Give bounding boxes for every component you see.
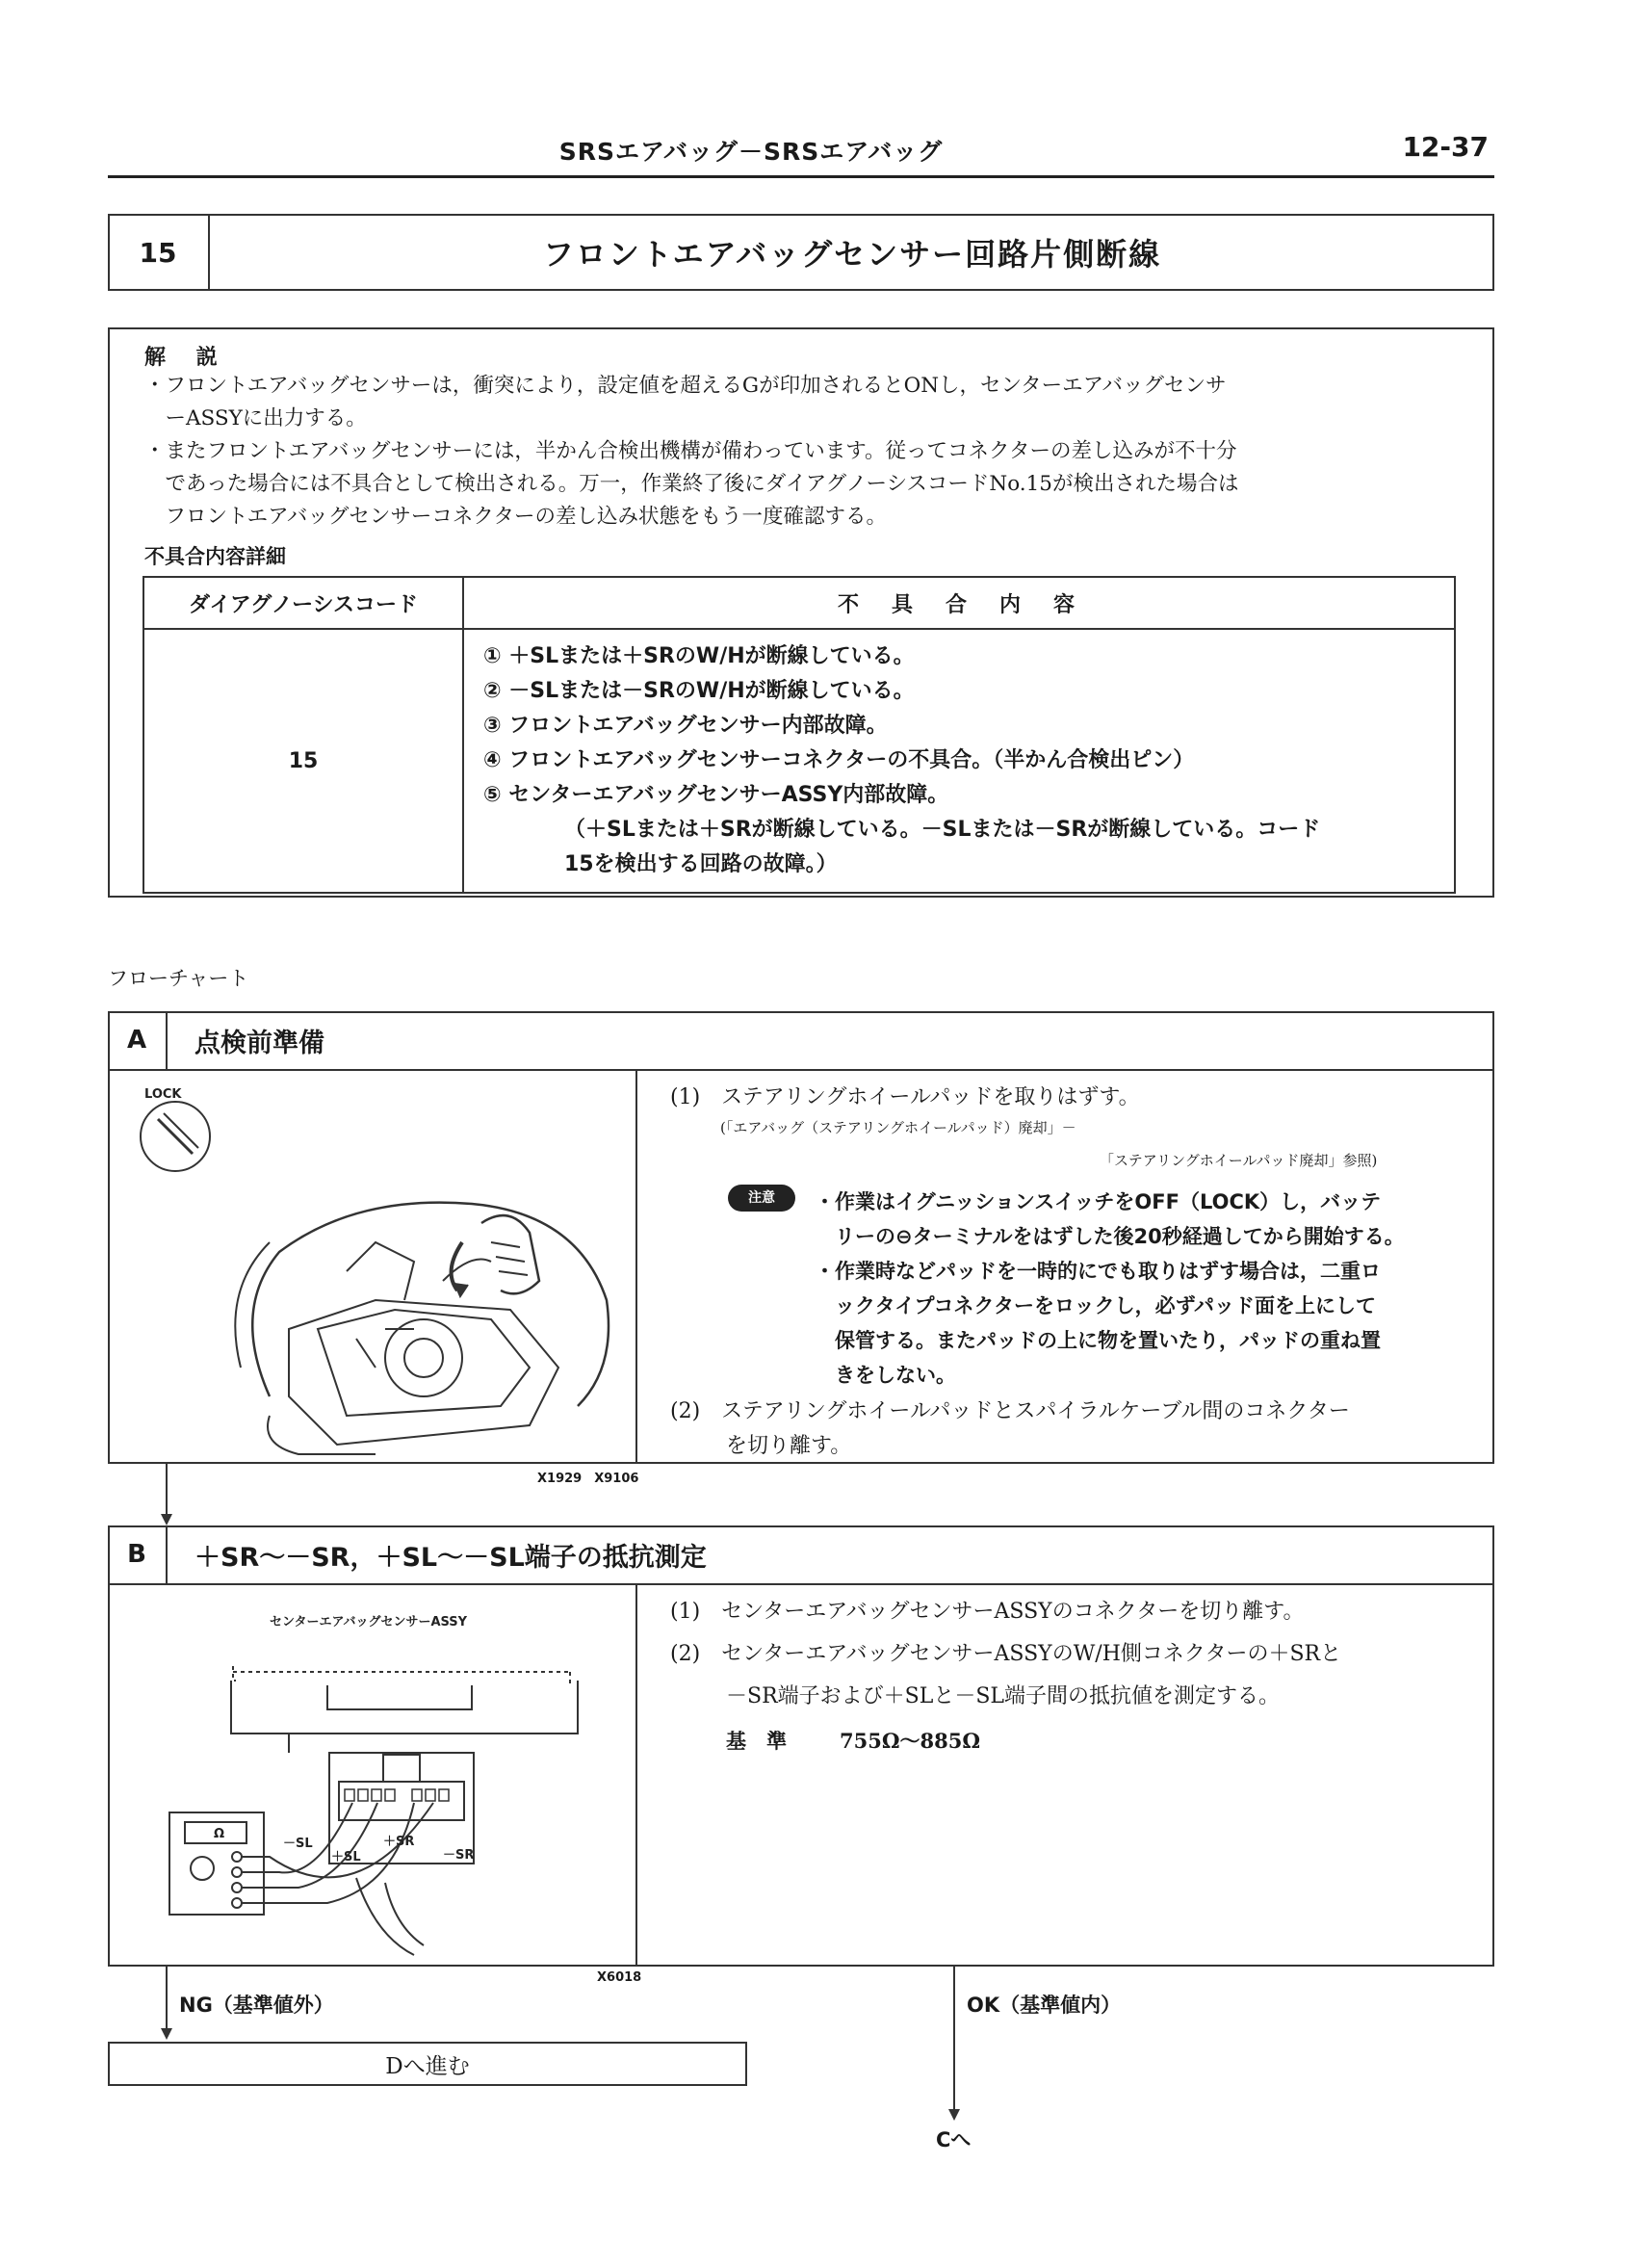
flowchart-heading: フローチャート [108, 967, 249, 990]
step-a-title: 点検前準備 [194, 1028, 324, 1058]
step-b-title: ＋SR～－SR，＋SL～－SL端子の抵抗測定 [194, 1542, 707, 1573]
standard-label: 基 準 [726, 1729, 787, 1753]
caution-line: リーの⊖ターミナルをはずした後20秒経過してから開始する。 [815, 1225, 1405, 1248]
step-a-divider [635, 1071, 637, 1464]
header-rule [108, 175, 1494, 178]
table-header-row [143, 577, 1455, 629]
fault-item: ④ フロントエアバッグセンサーコネクターの不具合。（半かん合検出ピン） [483, 748, 1195, 772]
caution-line: 保管する。またパッドの上に物を置いたり，パッドの重ね置 [815, 1329, 1381, 1352]
figure-code: X6018 [597, 1970, 642, 1985]
step-b-item-1: (1) センターエアバッグセンサーASSYのコネクターを切り離す。 [670, 1600, 1305, 1624]
description-line: ーASSYに出力する。 [144, 406, 367, 430]
resistance-measurement-figure [125, 1589, 626, 1960]
ohm-symbol: Ω [214, 1827, 225, 1841]
table-header-code: ダイアグノーシスコード [143, 577, 463, 629]
step-a-item-1-reference: 「ステアリングホイールパッド廃却」参照) [1100, 1152, 1378, 1169]
figure-code: X1929 X9106 [537, 1472, 639, 1486]
fault-item: ③ フロントエアバッグセンサー内部故障。 [483, 714, 888, 738]
steering-wheel-figure [125, 1079, 626, 1459]
table-cell-code: 15 [143, 629, 463, 893]
description-line: フロントエアバッグセンサーコネクターの差し込み状態をもう一度確認する。 [144, 505, 887, 529]
ok-connector [953, 1967, 955, 2115]
caution-badge: 注意 [728, 1185, 795, 1212]
terminal-label-plus-sl: ＋SL [331, 1850, 361, 1864]
standard-value: 755Ω～885Ω [840, 1729, 981, 1753]
fault-item: ① ＋SLまたは＋SRのW/Hが断線している。 [483, 644, 915, 668]
step-b-letter: B [108, 1525, 168, 1583]
figure-label-lock: LOCK [144, 1087, 182, 1102]
table-cell-content [463, 629, 1455, 893]
step-a-item-2: を切り離す。 [726, 1434, 852, 1458]
flow-arrow-icon [161, 2028, 172, 2040]
page-header-title: SRSエアバッグ－SRSエアバッグ [558, 138, 944, 166]
description-line: ・フロントエアバッグセンサーは，衝突により，設定値を超えるGが印加されるとONし，センターエアバッグセンサ [144, 374, 1227, 398]
step-b-item-2: －SR端子および＋SLと－SL端子間の抵抗値を測定する。 [726, 1684, 1280, 1708]
caution-badge-wrap [728, 1185, 795, 1212]
goto-d-box: Dへ進む [108, 2042, 747, 2086]
table-header-content: 不 具 合 内 容 [463, 577, 1455, 629]
flow-arrow-icon [948, 2109, 960, 2121]
flow-arrow-icon [161, 1514, 172, 1525]
ng-connector [166, 1967, 168, 2032]
goto-c-label: Cへ [936, 2128, 972, 2151]
step-a-item-1-reference: (「エアバッグ（ステアリングホイールパッド）廃却」－ [720, 1119, 1076, 1136]
step-b-divider [635, 1585, 637, 1967]
step-a-letter: A [108, 1011, 168, 1069]
figure-label-sensor-assy: センターエアバッグセンサーASSY [270, 1615, 468, 1629]
diagnosis-code-title: フロントエアバッグセンサー回路片側断線 [542, 236, 1162, 273]
fault-detail-heading: 不具合内容詳細 [144, 545, 286, 568]
step-a-item-1: (1) ステアリングホイールパッドを取りはずす。 [670, 1085, 1140, 1109]
description-line: ・またフロントエアバッグセンサーには，半かん合検出機構が備わっています。従ってコネクターの差し込みが不十分 [144, 439, 1237, 463]
table-row [143, 629, 1455, 893]
caution-line: きをしない。 [815, 1364, 956, 1387]
terminal-label-minus-sr: －SR [443, 1848, 475, 1863]
diagnosis-code-number: 15 [108, 214, 210, 291]
terminal-label-plus-sr: ＋SR [383, 1835, 415, 1849]
description-line: であった場合には不具合として検出される。万一，作業終了後にダイアグノーシスコードNo.15が検出された場合は [144, 472, 1239, 496]
fault-note: （＋SLまたは＋SRが断線している。－SLまたは－SRが断線している。コード [564, 818, 1321, 842]
flow-connector [166, 1464, 168, 1518]
fault-note: 15を検出する回路の故障。） [564, 852, 838, 876]
step-a-item-2: (2) ステアリングホイールパッドとスパイラルケーブル間のコネクター [670, 1399, 1350, 1423]
caution-line: ックタイプコネクターをロックし，必ずパッド面を上にして [815, 1294, 1376, 1317]
step-b-header [108, 1525, 1494, 1585]
ok-label: OK（基準値内） [967, 1994, 1122, 2017]
page-number: 12-37 [1402, 131, 1489, 163]
caution-line: ・作業時などパッドを一時的にでも取りはずす場合は，二重ロ [815, 1260, 1381, 1283]
fault-detail-table [143, 576, 1456, 894]
ng-label: NG（基準値外） [179, 1994, 334, 2017]
step-a-header [108, 1011, 1494, 1071]
terminal-label-minus-sl: －SL [283, 1837, 313, 1851]
caution-line: ・作業はイグニッションスイッチをOFF（LOCK）し，バッテ [815, 1190, 1382, 1213]
fault-item: ② －SLまたは－SRのW/Hが断線している。 [483, 679, 915, 703]
fault-item: ⑤ センターエアバッグセンサーASSY内部故障。 [483, 783, 949, 807]
description-heading: 解 説 [144, 346, 229, 370]
step-b-item-2: (2) センターエアバッグセンサーASSYのW/H側コネクターの＋SRと [670, 1642, 1342, 1666]
